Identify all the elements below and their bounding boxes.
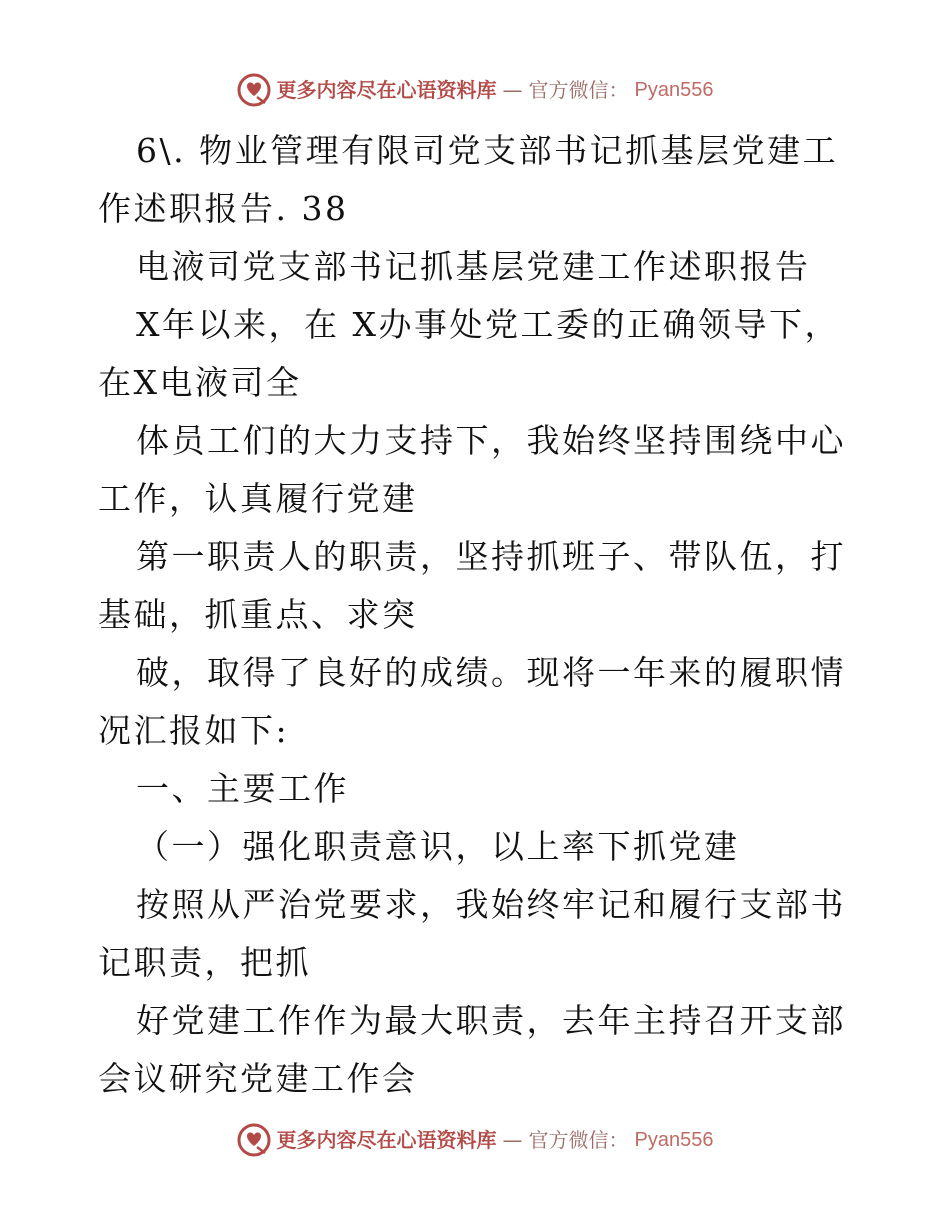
paragraph-title: 电液司党支部书记抓基层党建工作述职报告	[136, 247, 811, 286]
watermark-separator: —	[502, 78, 523, 102]
paragraph: 破，取得了良好的成绩。现将一年来的履职情况汇报如下:	[98, 653, 846, 750]
paragraph: 好党建工作作为最大职责，去年主持召开支部会议研究党建工作会	[98, 1001, 846, 1098]
heart-logo-icon	[237, 73, 271, 107]
paragraph: 按照从严治党要求，我始终牢记和履行支部书记职责，把抓	[98, 885, 846, 982]
heart-logo-icon	[237, 1123, 271, 1157]
watermark-main-text: 更多内容尽在心语资料库	[276, 1128, 497, 1152]
paragraph: 体员工们的大力支持下，我始终坚持围绕中心工作，认真履行党建	[98, 421, 846, 518]
footer-watermark	[0, 1120, 950, 1160]
header-watermark	[0, 70, 950, 110]
watermark-main-text: 更多内容尽在心语资料库	[276, 78, 497, 102]
watermark-wechat-label: 官方微信：	[528, 78, 629, 102]
paragraph-toc-entry: 6\. 物业管理有限司党支部书记抓基层党建工作述职报告. 38	[98, 131, 839, 228]
watermark-wechat-label: 官方微信：	[528, 1128, 629, 1152]
paragraph: 第一职责人的职责，坚持抓班子、带队伍，打基础，抓重点、求突	[98, 537, 846, 634]
watermark-wechat-id: Pyan556	[634, 79, 714, 101]
paragraph: X年以来，在 X办事处党工委的正确领导下，在X电液司全	[98, 305, 840, 402]
subsection-heading: （一）强化职责意识，以上率下抓党建	[136, 827, 740, 866]
watermark-separator: —	[502, 1128, 523, 1152]
watermark-wechat-id: Pyan556	[634, 1129, 714, 1151]
section-heading: 一、主要工作	[136, 769, 349, 808]
document-body	[98, 122, 858, 1108]
